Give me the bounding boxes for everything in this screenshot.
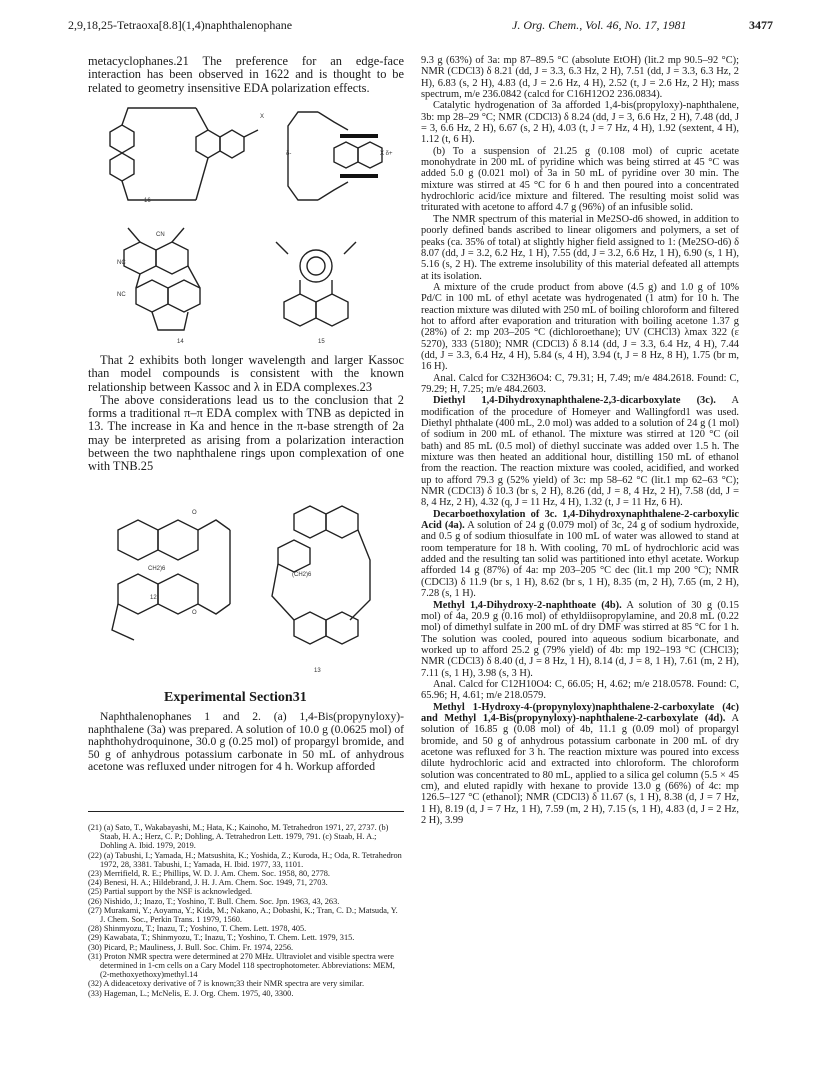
paragraph-body: A solution of 24 g (0.079 mol) of 3c, 24 g of sodium hydroxide, and 0.5 g of sodium thiosulfate in 100 mL of water was allowed to stand at room temperature for 18 h. With cooling, 70 mL of hydrochloric acid was added and the resulting tan solid was partitioned into ethyl acetate. Workup afforded 14 g (87%) of 4a: mp 203–205 °C dec (lit.1 mp 200 °C); NMR (CDCl3) δ 11.9 (br s, 1 H), 8.62 (br s, 1 H), 8.35 (m, 2 H), 7.65 (m, 2 H), 7.28 (s, 1 H). (421, 520, 739, 600)
benzene-ring (168, 280, 200, 312)
running-header-title: 2,9,18,25-Tetraoxa[8.8](1,4)naphthalenophane (68, 18, 293, 32)
paragraph (421, 600, 739, 679)
figure-compound-16 (88, 102, 404, 210)
footnote: (26) Nishido, J.; Inazo, T.; Yoshino, T. Bull. Chem. Soc. Jpn. 1963, 43, 263. (88, 896, 340, 906)
benzene-ring (284, 294, 316, 326)
label-o: O (192, 510, 197, 516)
footnotes (88, 823, 404, 998)
paragraph-kassoc: That 2 exhibits both longer wavelength and larger Kassoc than model compounds is consistent with the known relationship between Kassoc and λ in EDA complexes.23 (88, 353, 404, 394)
benzene-ring (316, 294, 348, 326)
paragraph: Anal. Calcd for C12H10O4: C, 66.05; H, 4.62; m/e 218.0578. Found: C, 65.96; H, 4.61; m/e 218.0579. (421, 678, 739, 702)
bridge-chain (272, 564, 294, 620)
label-ch2-b: (CH2)6 (292, 572, 312, 578)
footnote: (28) Shinmyozu, T.; Inazu, T.; Yoshino, T. Chem. Lett. 1978, 405. (88, 924, 307, 934)
subheading: Methyl 1,4-Dihydroxy-2-naphthoate (4b). (433, 599, 622, 611)
paragraph: 9.3 g (63%) of 3a: mp 87–89.5 °C (absolute EtOH) (lit.2 mp 90.5–92 °C); NMR (CDCl3) δ 8.21 (dd, J = 3.3, 6.3 Hz, 2 H), 7.51 (dd, J = 3.3, 6.3 Hz, 2 H), 6.83 (s, 2 H), 4.83 (d, J = 2.6 Hz, 4 H), 2.52 (t, J = 2.6 Hz, 2 H); mass spectrum, m/e 236.0842 (calcd for C16H12O2 236.0834). (421, 55, 739, 101)
footnote: (24) Benesi, H. A.; Hildebrand, J. H. J. Am. Chem. Soc. 1949, 71, 2703. (88, 878, 328, 888)
label-x-delta-plus: X δ+ (380, 151, 393, 157)
paragraph: (b) To a suspension of 21.25 g (0.108 mol) of cupric acetate monohydrate in 200 mL of pyridine which was being stirred at 45 °C was added 5.0 g (0.021 mol) of 3a in 50 mL of pyridine over 30 min. The mixture was stirred at 45 °C for 6 h and then poured into a concentrated hydrochloric acid/ice mixture and filtered. The resulting moist solid was triturated with acetone to afford 4.7 g (96%) of an infusible solid. (421, 145, 739, 214)
section-heading: Experimental Section31 (164, 690, 307, 705)
benzene-ring (136, 280, 168, 312)
footnote: (27) Murakami, Y.; Aoyama, Y.; Kida, M.; Nakano, A.; Dobashi, K.; Tran, C. D.; Matsuda, Y. J. Chem. Soc., Perkin Trans. 1 1979, 1560. (88, 905, 398, 925)
paragraph: A mixture of the crude product from above (4.5 g) and 1.0 g of 10% Pd/C in 100 mL of ethyl acetate was hydrogenated (1 atm) for 10 h. The reaction mixture was diluted with 250 mL of boiling chloroform and filtered hot to afford after evaporation and trituration with boiling acetone 1.37 g (28%) of 2: mp 203–205 °C (dichloroethane); UV (CHCl3) λmax 322 (ε 5270), 333 (5180); NMR (CDCl3) δ 8.14 (dd, J = 3.3, 6.4 Hz, 4 H), 7.44 (dd, J = 3.3, 6.4 Hz, 4 H), 5.84 (s, 4 H), 3.94 (t, J = 8 Hz, 8 H), 1.75 (br m, 16 H). (421, 281, 739, 373)
footnote: (31) Proton NMR spectra were determined at 270 MHz. Ultraviolet and visible spectra were determined in 1-cm cells on a Cary Model 118 spectrophotometer. Abbreviations: MEM, (2-methoxyethoxy)methyl.14 (88, 951, 395, 980)
figure-compounds-14-15 (88, 224, 404, 348)
footnote: (23) Merrifield, R. E.; Phillips, W. D. J. Am. Chem. Soc. 1958, 80, 2778. (88, 869, 330, 879)
footnote: (30) Picard, P.; Mauliness, J. Bull. Soc. Chim. Fr. 1974, 2256. (88, 942, 294, 952)
arene-ring (300, 250, 332, 282)
benzene-ring (294, 612, 326, 644)
bond (128, 228, 140, 242)
compound-number-12: 12 (150, 595, 157, 601)
footnote-rule (88, 811, 404, 812)
benzene-ring (278, 540, 310, 572)
label-o: O (192, 610, 197, 616)
bridge-chain (288, 112, 318, 200)
paragraph: Anal. Calcd for C32H36O4: C, 79.31; H, 7.49; m/e 484.2618. Found: C, 79.29; H, 7.25; m/e 484.2603. (421, 372, 739, 395)
intro-text: metacyclophanes.21 The preference for an edge-face interaction has been observed in 1622 and is thought to be related to geometry insensitive EDA polarization effects. (88, 54, 404, 95)
bridge-chain (350, 530, 370, 620)
bridge-chain (318, 112, 348, 130)
benzene-ring (158, 574, 198, 614)
footnote: (22) (a) Tabushi, I.; Yamada, H.; Matsushita, K.; Yoshida, Z.; Kuroda, H.; Oda, R. Tetrahedron 1972, 28, 3381. Tabushi, I.; Yamada, H. Ibid. 1977, 33, 1101. (88, 850, 402, 869)
left-intro-paragraph (88, 55, 404, 95)
paragraph: The NMR spectrum of this material in Me2SO-d6 showed, in addition to poorly defined bands ascribed to linear oligomers and polymers, a set of peaks (ca. 35% of total) at slightly higher field assigned to 1: (Me2SO-d6) δ 8.07 (dd, J = 3.2, 6.2 Hz, 1 H), 7.55 (dd, J = 3.2, 6.6 Hz, 1 H), 6.90 (s, 1 H), 5.16 (s, 2 H). The extreme insolubility of this material defeated all attempts at its isolation. (421, 213, 739, 282)
compound-number-15: 15 (318, 339, 325, 345)
footnote: (32) A dideacetoxy derivative of 7 is known;33 their NMR spectra are very similar. (88, 979, 365, 989)
benzene-ring (118, 520, 158, 560)
paragraph-body: A solution of 16.85 g (0.08 mol) of 4b, 11.1 g (0.09 mol) of propargyl bromide, and 50 g of anhydrous potassium carbonate in 200 mL of dry acetone was refluxed for 3 h. The reaction mixture was poured into excess dilute hydrochloric acid and extracted into chloroform. The chloroform solution was concentrated to 80 mL, applied to a silica gel column (5.5 × 45 cm), and eluted rapidly with hexane to provide 13.0 g (66%) of 4c: mp 126.5–127 °C (ethanol); NMR (CDCl3) δ 11.67 (s, 1 H), 8.38 (d, J = 7 Hz, 1 H), 8.19 (d, J = 7 Hz, 1 H), 7.59 (m, 2 H), 7.15 (s, 1 H), 4.83 (d, J = 2 Hz, 2 H), 3.99 (421, 712, 739, 827)
compound-number-13: 13 (314, 668, 321, 674)
bridge-chain (112, 604, 134, 640)
compound-number-16: 16 (144, 198, 151, 204)
benzene-ring (118, 574, 158, 614)
benzene-ring (334, 142, 358, 168)
subheading: Decarboethoxylation of 3c. 1,4-Dihydroxynaphthalene-2-carboxylic Acid (4a). (421, 508, 739, 532)
bridge-chain (318, 182, 348, 200)
paragraph-body: A solution of 30 g (0.15 mol) of 4a, 20.9 g (0.16 mol) of ethyldiisopropylamine, and 20.8 mL (0.22 mol) of dimethyl sulfate in 200 mL of dry DMF was stirred at 85 °C for 1 h. The solution was cooled, poured into aqueous sodium bicarbonate, and worked up to afford 25.2 g (79% yield) of 4b: mp 192–193 °C (CHCl3); NMR (CDCl3) δ 8.40 (d, J = 8 Hz, 1 H), 8.14 (d, J = 8, 1 H), 7.61 (m, 2 H), 7.11 (s, 1 H), 3.98 (s, 3 H). (421, 599, 739, 679)
bond (344, 242, 356, 254)
bridge-chain (122, 181, 196, 200)
footnote: (25) Partial support by the NSF is acknowledged. (88, 887, 253, 897)
benzene-ring (358, 142, 382, 168)
benzene-ring (156, 242, 188, 274)
benzene-ring (196, 130, 220, 158)
paragraph-conclusion: The above considerations lead us to the conclusion that 2 forms a traditional π–π EDA complex with TNB as depicted in 13. The increase in Ka and hence in the π-base strength of 2a may be interpreted as arising from a polarization interaction between the two naphthalene rings upon complexation of one with TNB.25 (88, 392, 404, 474)
label-delta-minus: δ- (286, 151, 292, 157)
bridge-chain (122, 108, 196, 125)
footnote: (33) Hageman, L.; McNelis, E. J. Org. Chem. 1975, 40, 3300. (88, 988, 294, 998)
label-ch2-a: CH2)6 (148, 566, 166, 572)
footnote: (21) (a) Sato, T., Wakabayashi, M.; Hata, K.; Kainoho, M. Tetrahedron 1971, 27, 2737. (b) Staab, H. A.; Herz, C. P.; Dohling, A. Tetrahedron Lett. 1979, 791. (c) Staab, H. A.; Dohling A. Ibid. 1979, 2019. (88, 823, 389, 851)
paragraph (421, 395, 739, 508)
paragraph-body: A modification of the procedure of Homeyer and Wallingford1 was used. Diethyl phthalate (400 mL, 2.0 mol) was added to a solution of 24 g (1 mol) of sodium in 200 mL of ethanol. The mixture was stirred at 120 °C (oil bath) and 85 mL (0.5 mol) of diethyl succinate was added over 1.5 h. The mixture was then heated an additional hour, distilling 150 mL of ethanol from the reaction. The reaction mixture was cooled, acidified, and worked up to afford 79.3 g (52% yield) of 3c: mp 58–62 °C (lit.1 mp 62–63 °C); NMR (CDCl3) δ 10.3 (br s, 2 H), 8.26 (dd, J = 8, 4 Hz, 2 H), 7.58 (dd, J = 8, 4 Hz, 2 H), 4.32 (q, J = 11 Hz, 4 H), 1.32 (t, J = 11 Hz, 6 H). (421, 395, 739, 509)
experimental-text: Naphthalenophanes 1 and 2. (a) 1,4-Bis(propynyloxy)-naphthalene (3a) was prepared. A solution of 10.0 g (0.0625 mol) of naphthohydroquinone, 30.0 g (0.25 mol) of propargyl bromide, and 50 g of anhydrous potassium carbonate in 50 mL of anhydrous acetone was refluxed under nitrogen for 4 h. Workup afforded (88, 710, 404, 774)
benzene-ring (158, 520, 198, 560)
compound-number-14: 14 (177, 339, 184, 345)
paragraph (421, 702, 739, 827)
page-number: 3477 (749, 18, 773, 32)
right-column (421, 55, 739, 826)
experimental-paragraph (88, 711, 404, 774)
benzene-ring (110, 125, 134, 153)
bond (196, 108, 208, 130)
bond (196, 158, 208, 200)
figure-compounds-12-13 (88, 500, 404, 680)
paragraph (421, 509, 739, 600)
left-discussion (88, 354, 404, 474)
benzene-ring (110, 153, 134, 181)
bond (244, 130, 258, 137)
bridge-chain (198, 520, 230, 530)
journal-citation: J. Org. Chem., Vol. 46, No. 17, 1981 (512, 18, 687, 32)
bridge-chain (152, 312, 188, 330)
subheading: Methyl 1-Hydroxy-4-(propynyloxy)naphthalene-2-carboxylate (4c) and Methyl 1,4-Bis(propynyloxy)-naphthalene-2-carboxylate (4d). (421, 701, 739, 724)
label-nc: NC (117, 292, 126, 298)
subheading: Diethyl 1,4-Dihydroxynaphthalene-2,3-dicarboxylate (3c). (433, 395, 716, 407)
label-cn: CN (156, 232, 165, 238)
bond (276, 242, 288, 254)
benzene-ring (294, 506, 326, 538)
label-x: X (260, 114, 265, 120)
bridge-chain (198, 604, 230, 614)
benzene-ring (326, 506, 358, 538)
paragraph: Catalytic hydrogenation of 3a afforded 1,4-bis(propyloxy)-naphthalene, 3b: mp 28–29 °C; NMR (CDCl3) δ 8.24 (dd, J = 3, 6.6 Hz, 2 H), 7.48 (dd, J = 3, 6.6 Hz, 2 H), 6.67 (s, 2 H), 4.03 (t, J = 7 Hz, 4 H), 1.92 (sextent, 4 H), 1.12 (t, 6 H). (421, 100, 739, 146)
footnote: (29) Kawabata, T.; Shinmyozu, T.; Inazu, T.; Yoshino, T. Chem. Lett. 1979, 315. (88, 933, 355, 943)
benzene-ring (220, 130, 244, 158)
arene-inner-ring (307, 257, 325, 275)
label-nc: NC (117, 260, 126, 266)
benzene-ring (124, 242, 156, 274)
bond (172, 228, 184, 242)
